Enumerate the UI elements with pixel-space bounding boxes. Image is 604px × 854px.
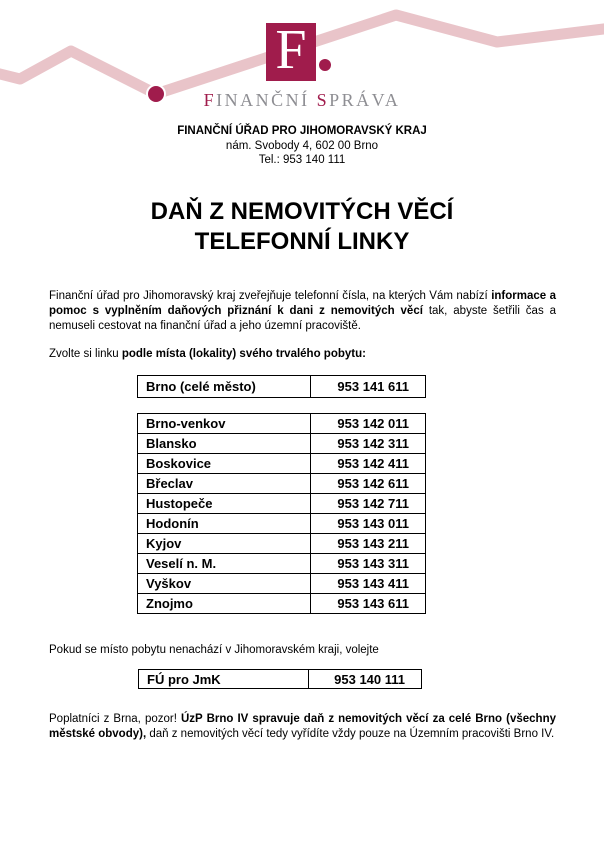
brand-wordmark [0, 90, 604, 111]
city-cell: Hodonín [138, 514, 311, 534]
office-name: FINANČNÍ ÚŘAD PRO JIHOMORAVSKÝ KRAJ [177, 125, 427, 137]
intro-paragraph [49, 289, 556, 335]
city-cell: Blansko [138, 434, 311, 454]
wordmark-prava: PRÁVA [329, 90, 401, 110]
phone-cell: 953 143 311 [310, 554, 425, 574]
table-row [138, 434, 426, 454]
warning-paragraph [49, 712, 556, 742]
page-title [0, 197, 604, 257]
page-title-line1: DAŇ Z NEMOVITÝCH VĚCÍ [150, 198, 454, 225]
city-cell: Brno (celé město) [138, 376, 311, 398]
phone-cell: 953 143 411 [310, 574, 425, 594]
city-cell: Brno-venkov [138, 414, 311, 434]
intro-text-bold: informace a pomoc s vyplněním daňových přiznání k dani z nemovitých věcí [49, 290, 556, 318]
table-row [138, 454, 426, 474]
table-row [138, 594, 426, 614]
intro-text-regular-1: Finanční úřad pro Jihomoravský kraj zveřejňuje telefonní čísla, na kterých Vám nabízí [49, 290, 492, 302]
table-row [138, 534, 426, 554]
brand-monogram-period-dot [319, 59, 331, 71]
brand-logo-square [266, 19, 316, 81]
office-cell: FÚ pro JmK [139, 670, 309, 689]
city-cell: Veselí n. M. [138, 554, 311, 574]
region-note: Pokud se místo pobytu nenachází v Jihomoravském kraji, volejte [49, 644, 379, 656]
city-cell: Kyjov [138, 534, 311, 554]
city-cell: Boskovice [138, 454, 311, 474]
warning-regular-1: Poplatníci z Brna, pozor! [49, 713, 181, 725]
table-row [138, 494, 426, 514]
brand-monogram-letter: F [275, 19, 307, 81]
phone-cell: 953 142 411 [310, 454, 425, 474]
table-row [138, 414, 426, 434]
fallback-phone-table [138, 669, 422, 689]
table-row [138, 376, 426, 398]
table-row [138, 514, 426, 534]
phone-cell: 953 143 211 [310, 534, 425, 554]
warning-regular-2: daň z nemovitých věcí tedy vyřídíte vždy pouze na Územním pracovišti Brno IV. [146, 728, 555, 741]
office-header [0, 124, 604, 168]
brno-phone-table [137, 375, 426, 398]
intro-text-regular-2: tak, abyste šetřili čas a nemuseli cestovat na finanční úřad a jeho územní pracoviště. [49, 305, 556, 333]
city-cell: Hustopeče [138, 494, 311, 514]
phone-cell: 953 142 011 [310, 414, 425, 434]
page-title-line2: TELEFONNÍ LINKY [194, 228, 410, 255]
instruction-line [49, 348, 556, 360]
wordmark-accent-s: S [316, 90, 330, 110]
phone-cell: 953 142 611 [310, 474, 425, 494]
districts-phone-table [137, 413, 426, 614]
phone-cell: 953 141 611 [310, 376, 425, 398]
instruction-regular: Zvolte si linku [49, 348, 122, 360]
warning-bold: ÚzP Brno IV spravuje daň z nemovitých věcí za celé Brno (všechny městské obvody), [49, 713, 556, 741]
wordmark-inancni: INANČNÍ [216, 90, 317, 110]
phone-cell: 953 140 111 [308, 670, 421, 689]
table-row [138, 574, 426, 594]
phone-cell: 953 143 011 [310, 514, 425, 534]
table-row [138, 554, 426, 574]
table-row [138, 474, 426, 494]
phone-cell: 953 142 311 [310, 434, 425, 454]
city-cell: Břeclav [138, 474, 311, 494]
table-row [139, 670, 422, 689]
instruction-bold: podle místa (lokality) svého trvalého pobytu: [121, 348, 366, 360]
city-cell: Znojmo [138, 594, 311, 614]
office-address: nám. Svobody 4, 602 00 Brno [225, 139, 379, 152]
city-cell: Vyškov [138, 574, 311, 594]
phone-cell: 953 143 611 [310, 594, 425, 614]
wordmark-accent-f: F [203, 90, 217, 110]
office-phone: Tel.: 953 140 111 [258, 154, 346, 166]
phone-cell: 953 142 711 [310, 494, 425, 514]
